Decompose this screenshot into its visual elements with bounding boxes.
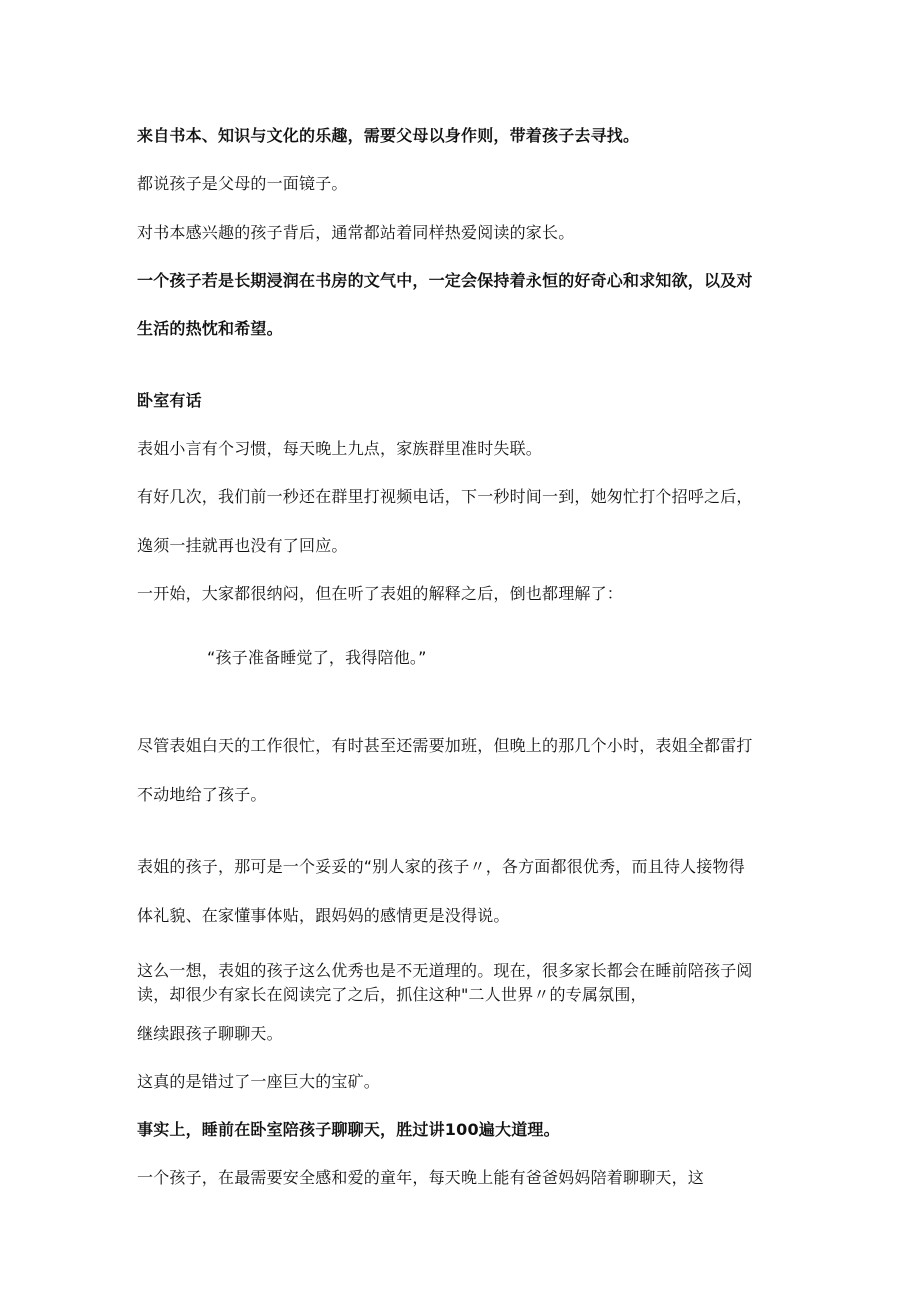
paragraph-line: 读，却很少有家长在阅读完了之后，抓住这种"二人世界〃的专属氛围， — [137, 985, 647, 1004]
paragraph-line: 有好几次，我们前一秒还在群里打视频电话，下一秒时间一到，她匆忙打个招呼之后， — [137, 487, 753, 506]
paragraph-line: 对书本感兴趣的孩子背后，通常都站着同样热爱阅读的家长。 — [137, 223, 575, 242]
paragraph-line: 一个孩子，在最需要安全感和爱的童年，每天晚上能有爸爸妈妈陪着聊聊天，这 — [137, 1168, 705, 1187]
paragraph-line: 表姐小言有个习惯，每天晚上九点，家族群里准时失联。 — [137, 439, 543, 458]
paragraph-line: 继续跟孩子聊聊天。 — [137, 1024, 283, 1043]
paragraph-line-bold: 来自书本、知识与文化的乐趣，需要父母以身作则，带着孩子去寻找。 — [137, 126, 640, 145]
paragraph-line: 一开始，大家都很纳闷，但在听了表姐的解释之后，倒也都理解了： — [137, 584, 624, 603]
paragraph-line: 这么一想，表姐的孩子这么优秀也是不无道理的。现在，很多家长都会在睡前陪孩子阅 — [137, 961, 753, 980]
paragraph-line: 表姐的孩子，那可是一个妥妥的“别人家的孩子〃，各方面都很优秀，而且待人接物得 — [137, 857, 745, 876]
paragraph-line-bold: 生活的热忱和希望。 — [137, 319, 283, 338]
section-heading: 卧室有话 — [137, 391, 202, 410]
paragraph-line: 逸须一挂就再也没有了回应。 — [137, 536, 348, 555]
paragraph-line: 尽管表姐白天的工作很忙，有时甚至还需要加班，但晚上的那几个小时，表姐全都雷打 — [137, 736, 753, 755]
paragraph-line: 这真的是错过了一座巨大的宝矿。 — [137, 1072, 381, 1091]
paragraph-line-bold: 事实上，睡前在卧室陪孩子聊聊天，胜过讲100遍大道理。 — [137, 1120, 560, 1139]
paragraph-line: 不动地给了孩子。 — [137, 785, 267, 804]
paragraph-line: 都说孩子是父母的一面镜子。 — [137, 174, 348, 193]
quote-line: “孩子准备睡觉了，我得陪他。” — [207, 648, 427, 667]
paragraph-line-bold: 一个孩子若是长期浸润在书房的文气中，一定会保持着永恒的好奇心和求知欲，以及对 — [137, 271, 753, 290]
paragraph-line: 体礼貌、在家懂事体贴，跟妈妈的感情更是没得说。 — [137, 906, 510, 925]
